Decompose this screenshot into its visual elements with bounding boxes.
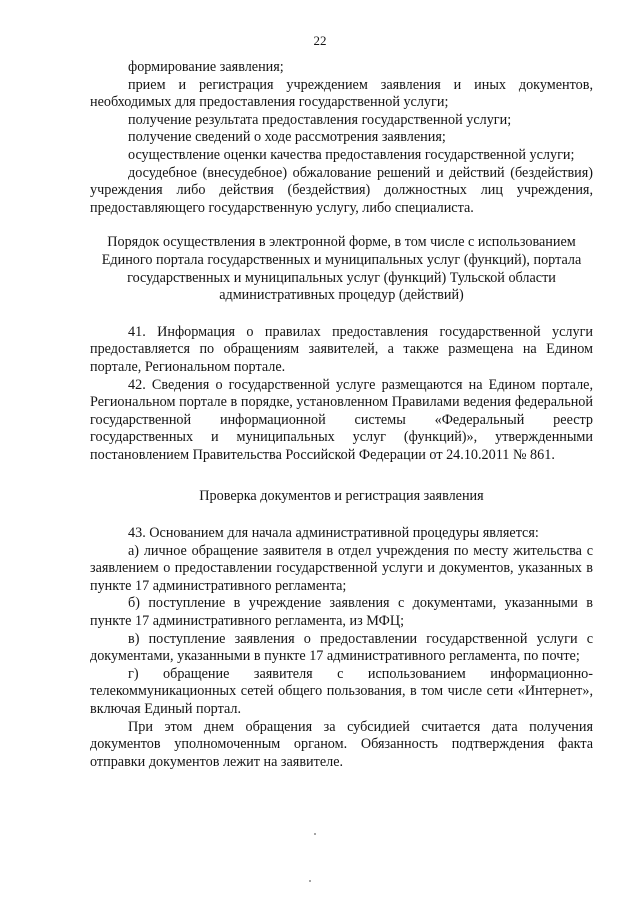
section-heading-document-check: Проверка документов и регистрация заявления	[199, 488, 484, 505]
paragraph-42: 42. Сведения о государственной услуге размещаются на Едином портале, Региональном портале в порядке, установленном Правилами ведения федеральной государственной информационной системы «Федеральный реестр государственных и муниципальных услуг (функций)», утвержденными постановлением Правительства Российской Федерации от 24.10.2011 № 861.	[90, 376, 593, 463]
scan-mark	[309, 880, 311, 882]
paragraph-43-v: в) поступление заявления о предоставлении государственной услуги с документами, указанными в пункте 17 административного регламента, по почте;	[90, 630, 593, 665]
list-item: досудебное (внесудебное) обжалование решений и действий (бездействия) учреждения либо действия (бездействия) должностных лиц учреждения, предоставляющего государственную услугу, либо специалиста.	[90, 164, 593, 216]
procedure-list	[90, 59, 593, 217]
list-item: прием и регистрация учреждением заявления и иных документов, необходимых для предоставления государственной услуги;	[90, 76, 593, 111]
page-content	[90, 59, 593, 771]
paragraph-43-a: а) личное обращение заявителя в отдел учреждения по месту жительства с заявлением о предоставлении государственной услуги и документов, указанных в пункте 17 административного регламента;	[90, 542, 593, 594]
paragraph-41: 41. Информация о правилах предоставления государственной услуги предоставляется по обращениям заявителей, а также размещена на Едином портале, Региональном портале.	[90, 323, 593, 375]
paragraph-43-intro: 43. Основанием для начала административной процедуры является:	[128, 525, 539, 542]
list-item: осуществление оценки качества предоставления государственной услуги;	[128, 146, 575, 163]
list-item: получение сведений о ходе рассмотрения заявления;	[128, 129, 446, 146]
list-item: получение результата предоставления государственной услуги;	[128, 111, 512, 128]
paragraph-43-g: г) обращение заявителя с использованием информационно-телекоммуникационных сетей общего пользования, в том числе сети «Интернет», включая Единый портал.	[90, 665, 593, 717]
page-number: 22	[313, 33, 327, 48]
paragraph-43-final: При этом днем обращения за субсидией считается дата получения документов уполномоченным органом. Обязанность подтверждения факта отправки документов лежит на заявителе.	[90, 718, 593, 770]
section-heading-electronic-form: Порядок осуществления в электронной форме, в том числе с использованием Единого портала государственных и муниципальных услуг (функций), портала государственных и муниципальных услуг (функций) Тульской области административных процедур (действий)	[101, 234, 582, 304]
paragraph-43-b: б) поступление в учреждение заявления с документами, указанными в пункте 17 административного регламента, из МФЦ;	[90, 595, 593, 630]
list-item: формирование заявления;	[128, 59, 284, 75]
scan-mark	[314, 833, 316, 835]
